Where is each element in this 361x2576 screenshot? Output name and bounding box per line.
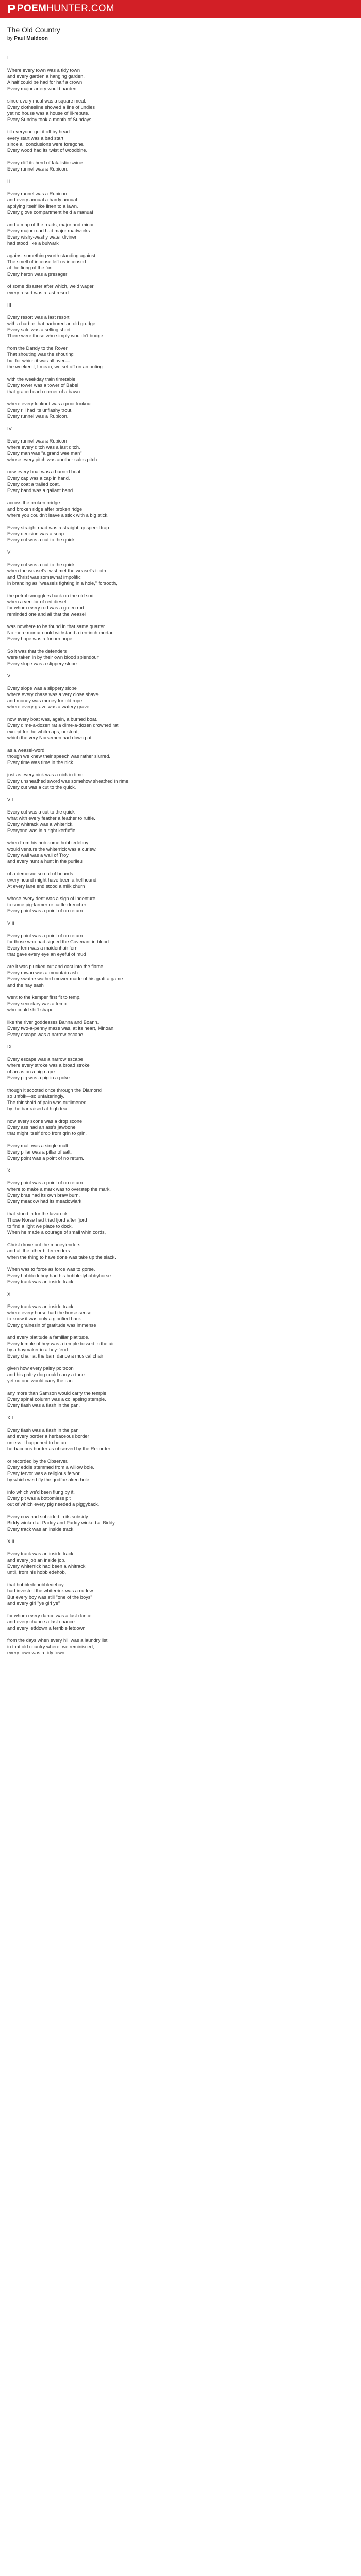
poem-line: that might itself drop from grin to grin. bbox=[7, 1131, 87, 1136]
poem-line: Every Sunday took a month of Sundays bbox=[7, 117, 92, 122]
poem-line: Every major road had major roadworks. bbox=[7, 228, 91, 233]
section-numeral: I bbox=[7, 55, 9, 60]
poem-line: for whom every rod was a green rod bbox=[7, 605, 84, 611]
poem-line: Every fervor was a religious fervor bbox=[7, 1471, 80, 1476]
stanza bbox=[7, 1427, 354, 1452]
stanza bbox=[7, 314, 354, 339]
poem-line: When was to force as force was to gorse. bbox=[7, 1267, 95, 1272]
poem-line: for whom every dance was a last dance bbox=[7, 1613, 92, 1618]
section-numeral: XI bbox=[7, 1292, 12, 1297]
site-header bbox=[0, 0, 361, 18]
poem-line: given how every paltry poltroon bbox=[7, 1366, 74, 1371]
poem-line: and all the other bitter-enders bbox=[7, 1248, 70, 1253]
poem-line: The thinshold of pain was outlimened bbox=[7, 1100, 87, 1105]
poem-section bbox=[7, 1167, 354, 1285]
stanza bbox=[7, 1334, 354, 1359]
poem-line: reminded one and all that the weasel bbox=[7, 612, 86, 617]
poem-line: There were those who simply wouldn't budge bbox=[7, 333, 103, 338]
poem-line: the weekend, I mean, we set off on an outing bbox=[7, 364, 103, 369]
poem-line: where to make a mark was to overstep the mark. bbox=[7, 1187, 111, 1192]
poem-line: whose every dent was a sign of indenture bbox=[7, 896, 96, 901]
stanza bbox=[7, 401, 354, 419]
poem-line: Every fern was a maidenhair fern bbox=[7, 945, 78, 951]
stanza bbox=[7, 895, 354, 914]
poem-line: Every whitrack was a whiterick. bbox=[7, 822, 74, 827]
poem-line: Every pillar was a pillar of salt. bbox=[7, 1149, 72, 1155]
poem-line: Every swath-swathed mower made of his graft a game bbox=[7, 976, 123, 981]
poem-line: Every cap was a cap in hand. bbox=[7, 476, 70, 481]
poem-line: that hobbledehobbledehoy bbox=[7, 1582, 64, 1587]
poem-line: would venture the whiterrick was a curlew. bbox=[7, 846, 97, 852]
poem-line: are it was plucked out and cast into the flame. bbox=[7, 964, 105, 969]
poem-line: though we knew their speech was rather slurred. bbox=[7, 754, 110, 759]
poem-line: So it was that the defenders bbox=[7, 649, 67, 654]
poem-line: No mere mortar could withstand a ten-inch mortar. bbox=[7, 630, 114, 635]
poem-line: applying itself like linen to a lawn. bbox=[7, 204, 78, 209]
poem-line: against something worth standing against. bbox=[7, 253, 97, 258]
poem-line: Every runnel was a Rubicon. bbox=[7, 166, 69, 172]
poem-line: Every pit was a bottomless pit bbox=[7, 1496, 71, 1501]
section-numeral: XII bbox=[7, 1415, 13, 1420]
poem-line: Every escape was a narrow escape bbox=[7, 1057, 83, 1062]
poem-line: to know it was only a glorified hack. bbox=[7, 1316, 83, 1321]
poem-line: any more than Samson would carry the temple. bbox=[7, 1391, 108, 1396]
logo-subtext: HUNTER.COM bbox=[46, 3, 114, 14]
stanza bbox=[7, 438, 354, 463]
section-numeral: XIII bbox=[7, 1539, 14, 1544]
poem-section bbox=[7, 55, 354, 172]
poem-line: Every cow had subsided in its subsidy. bbox=[7, 1514, 89, 1519]
poem-line: Every runnel was a Rubicon bbox=[7, 438, 67, 444]
section-numeral: IX bbox=[7, 1044, 12, 1049]
poem-section bbox=[7, 1415, 354, 1532]
stanza bbox=[7, 1637, 354, 1656]
poem-line: Every hobbledehoy had his hobbledyhobbyhorse. bbox=[7, 1273, 112, 1278]
stanza bbox=[7, 685, 354, 710]
poem-line: when the thing to have done was take up the slack. bbox=[7, 1255, 116, 1260]
poem-line: Every glove compartment held a manual bbox=[7, 210, 93, 215]
poem-line: unless it happened to be an bbox=[7, 1440, 67, 1445]
poem-line: Every chair at the barn dance a musical chair bbox=[7, 1353, 104, 1359]
section-numeral: III bbox=[7, 302, 11, 308]
poem-line: across the broken bridge bbox=[7, 500, 60, 505]
poem-line: Christ drove out the moneylenders bbox=[7, 1242, 81, 1247]
poem-line: herbaceous border as observed by the Recorder bbox=[7, 1446, 111, 1451]
stanza bbox=[7, 191, 354, 215]
stanza bbox=[7, 67, 354, 92]
stanza bbox=[7, 1458, 354, 1483]
author-link[interactable]: Paul Muldoon bbox=[14, 36, 48, 41]
stanza bbox=[7, 1118, 354, 1137]
poem-line: every resort was a last resort. bbox=[7, 290, 70, 295]
poem-line: Every decision was a snap. bbox=[7, 531, 65, 536]
poem-body bbox=[7, 55, 354, 1656]
poem-line: for those who had signed the Covenant in blood. bbox=[7, 939, 110, 944]
poem-line: that gave every eye an eyeful of mud bbox=[7, 952, 86, 957]
byline bbox=[7, 36, 354, 41]
section-numeral: II bbox=[7, 179, 10, 184]
poem-line: Every cut was a cut to the quick. bbox=[7, 785, 76, 790]
poem-line: Every cut was a cut to the quick bbox=[7, 562, 75, 567]
poem-line: and every lettdown a terrible letdown bbox=[7, 1625, 86, 1631]
stanza bbox=[7, 1056, 354, 1081]
poem-section bbox=[7, 302, 354, 419]
poem-line: when the weasel's twist met the weasel's tooth bbox=[7, 568, 106, 573]
poem-line: of an as on a pig nape. bbox=[7, 1069, 56, 1074]
stanza bbox=[7, 809, 354, 834]
poem-line: Every malt was a single malt. bbox=[7, 1143, 70, 1148]
poem-line: But every boy was still "one of the boys" bbox=[7, 1595, 92, 1600]
stanza bbox=[7, 623, 354, 642]
poem-line: Every band was a gallant band bbox=[7, 488, 73, 493]
stanza bbox=[7, 1514, 354, 1532]
section-numeral: VIII bbox=[7, 921, 14, 926]
stanza bbox=[7, 376, 354, 395]
poem-line: Every track was an inside track. bbox=[7, 1279, 75, 1284]
poem-line: That shouting was the shouting bbox=[7, 352, 74, 357]
poem-line: Every track was an inside track bbox=[7, 1304, 74, 1309]
poem-line: Every cut was a cut to the quick. bbox=[7, 537, 76, 543]
poem-section bbox=[7, 673, 354, 790]
stanza bbox=[7, 1582, 354, 1606]
poem-line: Every major artery would harden bbox=[7, 86, 77, 91]
poem-line: by the bar raised at high tea bbox=[7, 1106, 67, 1111]
stanza bbox=[7, 129, 354, 154]
poem-line: Every eddie stemmed from a willow bole. bbox=[7, 1465, 94, 1470]
poem-line: to find a light we place to dock. bbox=[7, 1224, 73, 1229]
stanza bbox=[7, 469, 354, 494]
poem-line: which the very Norsemen had down pat bbox=[7, 735, 92, 740]
poem-line: Every rowan was a mountain ash. bbox=[7, 970, 79, 975]
poem-line: where every stroke was a broad stroke bbox=[7, 1063, 90, 1068]
poem-line: Every wishy-washy water diviner bbox=[7, 234, 77, 240]
poem-line: but for which it was all over— bbox=[7, 358, 70, 363]
poem-line: from the days when every hill was a laundry list bbox=[7, 1638, 108, 1643]
stanza bbox=[7, 1087, 354, 1112]
logo-text: POEM bbox=[17, 3, 47, 14]
poem-line: every hound might have been a hellhound. bbox=[7, 877, 98, 883]
stanza bbox=[7, 1303, 354, 1328]
poem-line: in that old country where, we reminisced, bbox=[7, 1644, 94, 1649]
stanza bbox=[7, 747, 354, 766]
stanza bbox=[7, 963, 354, 988]
poem-line: Every pig was a pig in a poke bbox=[7, 1075, 70, 1080]
stanza bbox=[7, 524, 354, 543]
poem-line: When he made a courage of small whin cords, bbox=[7, 1230, 106, 1235]
poem-line: Every ass had an ass's jawbone bbox=[7, 1125, 76, 1130]
poem-line: Every spinal column was a collapsing stemple. bbox=[7, 1397, 106, 1402]
section-numeral: V bbox=[7, 550, 11, 555]
poem-line: Every whiterrick had been a whitrack bbox=[7, 1564, 86, 1569]
poem-line: by which we'd fly the godforsaken hole bbox=[7, 1477, 89, 1482]
byline-prefix: by bbox=[7, 36, 13, 41]
poem-line: Every escape was a narrow escape. bbox=[7, 1032, 85, 1037]
poem-line: of a demesne so out of bounds bbox=[7, 871, 73, 876]
stanza bbox=[7, 562, 354, 586]
stanza bbox=[7, 98, 354, 123]
poem-line: and every garden a hanging garden. bbox=[7, 74, 85, 79]
poem-line: what with every feather a feather to ruffle. bbox=[7, 816, 95, 821]
poem-line: Every point was a point of no return bbox=[7, 933, 83, 938]
poem-line: though it scooted once through the Diamond bbox=[7, 1088, 102, 1093]
stanza bbox=[7, 1489, 354, 1507]
section-numeral: VII bbox=[7, 797, 13, 802]
stanza bbox=[7, 1551, 354, 1575]
poem-line: and the hay sash bbox=[7, 982, 44, 988]
poem-line: where every lookout was a poor lookout. bbox=[7, 401, 93, 406]
stanza bbox=[7, 1143, 354, 1161]
poem-line: Everyone was in a right kerfuffle bbox=[7, 828, 76, 833]
poem-line: Every unsheathed sword was somehow sheathed in rime. bbox=[7, 778, 130, 784]
poem-line: when a vendor of red diesel bbox=[7, 599, 67, 604]
stanza bbox=[7, 222, 354, 246]
poem-line: had stood like a bulwark bbox=[7, 241, 59, 246]
poem-line: and every border a herbaceous border bbox=[7, 1434, 89, 1439]
poem-line: yet no house was a house of ill-repute. bbox=[7, 111, 90, 116]
poem-line: until, from his hobbledehob, bbox=[7, 1570, 67, 1575]
poem-line: when from his hob some hobbledehoy bbox=[7, 840, 89, 845]
stanza bbox=[7, 1613, 354, 1631]
stanza bbox=[7, 840, 354, 865]
poem-section bbox=[7, 549, 354, 667]
poem-container bbox=[0, 18, 361, 1656]
poem-line: Every cut was a cut to the quick bbox=[7, 809, 75, 815]
poem-line: Every man was "a grand wee man" bbox=[7, 451, 82, 456]
poem-line: went to the kemper first fit to temp. bbox=[7, 995, 81, 1000]
poem-line: Every dime-a-dozen rat a dime-a-dozen drowned rat bbox=[7, 723, 119, 728]
poem-line: like the river goddesses Banna and Boann. bbox=[7, 1020, 99, 1025]
poem-line: Every point was a point of no return. bbox=[7, 908, 84, 913]
poem-line: A half could be had for half a crown. bbox=[7, 80, 84, 85]
poem-line: Every grainesin of gratitude was immense bbox=[7, 1323, 96, 1328]
poem-line: Every two-a-penny maze was, at its heart, Minoan. bbox=[7, 1026, 115, 1031]
poem-line: and every girl "ye girl ye" bbox=[7, 1601, 60, 1606]
poem-section bbox=[7, 178, 354, 296]
poem-line: Every rill had its unflashy trout. bbox=[7, 408, 73, 413]
poem-line: since every meal was a square meal. bbox=[7, 98, 86, 104]
poem-line: Every resort was a last resort bbox=[7, 315, 70, 320]
poem-line: where every grave was a watery grave bbox=[7, 704, 90, 709]
poem-line: every start was a bad start bbox=[7, 135, 64, 141]
poem-line: where every chase was a very close shave bbox=[7, 692, 99, 697]
poem-line: Every time was time in the nick bbox=[7, 760, 73, 765]
poem-line: where every horse had the horse sense bbox=[7, 1310, 92, 1315]
poem-line: or recorded by the Observer. bbox=[7, 1459, 69, 1464]
stanza bbox=[7, 1211, 354, 1235]
poem-line: Every point was a point of no return bbox=[7, 1180, 83, 1185]
poem-line: from the Dandy to the Rover. bbox=[7, 346, 69, 351]
poem-line: The smell of incense left us incensed bbox=[7, 259, 86, 264]
poem-line: that graced each corner of a bawn bbox=[7, 389, 80, 394]
poem-line: Where every town was a tidy town bbox=[7, 67, 80, 73]
poem-line: whose every pitch was another sales pitch bbox=[7, 457, 97, 462]
poem-section bbox=[7, 426, 354, 543]
poem-section bbox=[7, 1538, 354, 1656]
poem-line: and every job an inside job. bbox=[7, 1557, 66, 1563]
poem-line: every town was a tidy town. bbox=[7, 1650, 66, 1655]
poem-line: so unfolk—so unfalteringly. bbox=[7, 1094, 64, 1099]
poem-line: Every hope was a forlorn hope. bbox=[7, 636, 74, 641]
section-numeral: X bbox=[7, 1168, 11, 1173]
poem-line: had invested the whiterrick was a curlew. bbox=[7, 1588, 94, 1594]
poem-line: Every slope was a slippery slope. bbox=[7, 661, 78, 666]
poem-line: Every wall was a wall of Troy bbox=[7, 853, 69, 858]
poem-line: since all conclusions were foregone. bbox=[7, 142, 85, 147]
poem-line: and broken ridge after broken ridge bbox=[7, 506, 83, 512]
stanza bbox=[7, 933, 354, 957]
poem-line: who could shift shape bbox=[7, 1007, 54, 1012]
poem-line: Every slope was a slippery slope bbox=[7, 686, 77, 691]
section-numeral: IV bbox=[7, 426, 12, 431]
poem-line: now every scone was a drop scone. bbox=[7, 1118, 84, 1124]
poem-line: by a haymaker in a hey-feud. bbox=[7, 1347, 69, 1352]
poem-line: Every straight road was a straight up speed trap. bbox=[7, 525, 110, 530]
stanza bbox=[7, 345, 354, 370]
poem-line: till everyone got it off by heart bbox=[7, 129, 70, 134]
poem-line: Every flash was a flash in the pan bbox=[7, 1428, 79, 1433]
poem-section bbox=[7, 796, 354, 914]
stanza bbox=[7, 772, 354, 790]
poem-line: and every platitude a familiar platitude. bbox=[7, 1335, 90, 1340]
poem-line: Every sale was a selling short. bbox=[7, 327, 72, 332]
poem-line: except for the whitecaps, or stoat, bbox=[7, 729, 79, 734]
poem-line: just as every nick was a nick in time. bbox=[7, 772, 85, 777]
stanza bbox=[7, 283, 354, 296]
stanza bbox=[7, 1390, 354, 1409]
poem-line: Every coat a trailed coat. bbox=[7, 482, 60, 487]
poem-line: was nowhere to be found in that same quarter. bbox=[7, 624, 106, 629]
stanza bbox=[7, 1365, 354, 1384]
poem-line: Every brae had its own braw burn. bbox=[7, 1193, 80, 1198]
poem-line: that stood in for the lavarock. bbox=[7, 1211, 69, 1216]
poem-line: where every ditch was a last ditch. bbox=[7, 445, 80, 450]
site-logo[interactable] bbox=[7, 3, 114, 14]
poem-line: and Christ was somewhat impolitic bbox=[7, 574, 81, 580]
poem-line: Every lemple of hey was a temple tossed in the air bbox=[7, 1341, 114, 1346]
poem-line: Every runnel was a Rubicon bbox=[7, 191, 67, 196]
poem-line: with the weekday train timetable. bbox=[7, 377, 77, 382]
poem-line: yet no one would carry the can bbox=[7, 1378, 73, 1383]
poem-line: into which we'd been flung by it. bbox=[7, 1489, 75, 1495]
stanza bbox=[7, 1019, 354, 1038]
poem-line: Every cliff its herd of fatalistic swine. bbox=[7, 160, 84, 165]
poem-line: of some disaster after which, we'd wager, bbox=[7, 284, 95, 289]
poem-line: now every boat was, again, a burned boat. bbox=[7, 717, 98, 722]
poem-line: at the firing of the fort. bbox=[7, 265, 54, 270]
stanza bbox=[7, 648, 354, 667]
stanza bbox=[7, 1180, 354, 1205]
poem-line: and every hunt a hunt in the purlieu bbox=[7, 859, 83, 864]
logo-icon bbox=[7, 4, 15, 13]
poem-line: Every heron was a presager bbox=[7, 272, 68, 277]
poem-line: the petrol smugglers back on the old sod bbox=[7, 593, 94, 598]
poem-section bbox=[7, 920, 354, 1038]
poem-line: and money was money for old rope bbox=[7, 698, 83, 703]
stanza bbox=[7, 160, 354, 172]
stanza bbox=[7, 716, 354, 741]
poem-line: Every wood had its twist of woodbine. bbox=[7, 148, 88, 153]
stanza bbox=[7, 592, 354, 617]
poem-line: and his paltry dog could carry a tune bbox=[7, 1372, 85, 1377]
stanza bbox=[7, 500, 354, 518]
poem-line: to some pig-farmer or cattle drencher. bbox=[7, 902, 88, 907]
poem-line: Every track was an inside track bbox=[7, 1551, 74, 1556]
poem-line: and every chance a last chance bbox=[7, 1619, 75, 1624]
poem-line: with a harbor that harbored an old grudge. bbox=[7, 321, 97, 326]
poem-title: The Old Country bbox=[7, 26, 60, 34]
poem-line: and a map of the roads, major and minor. bbox=[7, 222, 95, 227]
poem-line: out of which every pig needed a piggyback. bbox=[7, 1502, 100, 1507]
poem-line: as a weasel-word bbox=[7, 748, 45, 753]
stanza bbox=[7, 994, 354, 1013]
stanza bbox=[7, 252, 354, 277]
poem-line: in branding as "weasels fighting in a hole," forsooth, bbox=[7, 581, 117, 586]
poem-line: Every flash was a flash in the pan. bbox=[7, 1403, 80, 1408]
poem-line: where you couldn't leave a stick with a big stick. bbox=[7, 513, 109, 518]
poem-line: Every meadow had its meadowlark bbox=[7, 1199, 82, 1204]
poem-section bbox=[7, 1044, 354, 1161]
poem-line: and every annual a hardy annual bbox=[7, 197, 77, 202]
poem-section bbox=[7, 1291, 354, 1409]
poem-line: Every track was an inside track. bbox=[7, 1527, 75, 1532]
poem-line: were taken in by their own blood splendour. bbox=[7, 655, 100, 660]
poem-line: Biddy winked at Paddy and Paddy winked at Biddy. bbox=[7, 1520, 116, 1526]
poem-line: Every tower was a tower of Babel bbox=[7, 383, 78, 388]
stanza bbox=[7, 871, 354, 889]
poem-line: Every clothesline showed a line of undies bbox=[7, 105, 95, 110]
poem-line: Every runnel was a Rubicon. bbox=[7, 414, 69, 419]
section-numeral: VI bbox=[7, 673, 12, 679]
stanza bbox=[7, 1242, 354, 1260]
poem-line: At every lane end stood a milk churn bbox=[7, 884, 85, 889]
stanza bbox=[7, 1266, 354, 1285]
poem-line: now every boat was a burned boat. bbox=[7, 469, 82, 474]
poem-line: Every secretary was a temp bbox=[7, 1001, 67, 1006]
poem-line: Every point was a point of no return. bbox=[7, 1156, 84, 1161]
poem-line: Those Norse had tried fjord after fjord bbox=[7, 1217, 87, 1223]
